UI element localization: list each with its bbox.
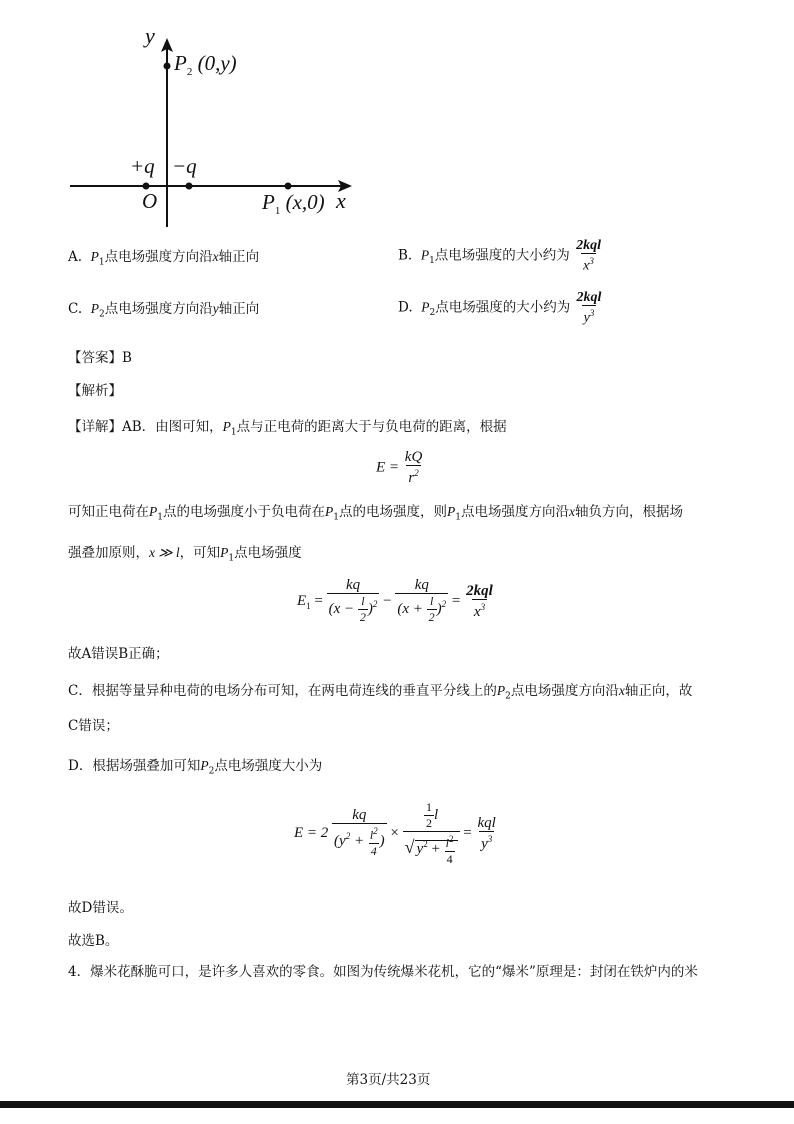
choose-answer: 故选B。 bbox=[68, 933, 119, 949]
detail-line-2: 可知正电荷在$P_1$点的电场强度小于负电荷在$P_1$点的电场强度，则$P_1$点电场强度方向沿x轴负方向，根据场 bbox=[68, 504, 683, 523]
answer-line: 【答案】B bbox=[68, 350, 132, 366]
d-line: D．根据场强叠加可知$P_2$点电场强度大小为 bbox=[68, 758, 323, 777]
option-a[interactable]: A. $P_1$点电场强度方向沿x轴正向 bbox=[68, 249, 260, 268]
p1-label: $P_1$ (x,0) bbox=[262, 190, 325, 218]
page-number: 第3页/共23页 bbox=[346, 1072, 431, 1088]
p1-point bbox=[285, 183, 292, 190]
conclude-ab: 故A错误B正确； bbox=[68, 646, 169, 662]
p2-label: $P_2$ (0,y) bbox=[174, 51, 237, 79]
detail-line-1: 【详解】AB．由图可知，$P_1$点与正电荷的距离大于与负电荷的距离，根据 bbox=[68, 419, 507, 438]
bottom-rule bbox=[0, 1101, 794, 1108]
c-line-2: C错误； bbox=[68, 718, 119, 734]
analysis-label: 【解析】 bbox=[68, 383, 122, 399]
conclude-d: 故D错误。 bbox=[68, 900, 133, 916]
option-b[interactable]: B. $P_1$点电场强度的大小约为 $\frac{\text{2kql}}{x^3}$ bbox=[398, 238, 601, 274]
y-axis-label: y bbox=[145, 23, 155, 48]
equation-coulomb: E = $\frac{kQ}{r^2}$ bbox=[376, 449, 423, 486]
question-4: 4．爆米花酥脆可口，是许多人喜欢的零食。如图为传统爆米花机，它的“爆米”原理是：封闭在铁炉内的米 bbox=[68, 964, 698, 980]
option-d[interactable]: D. $P_2$点电场强度的大小约为 $\frac{\text{2kql}}{y^3}$ bbox=[398, 290, 602, 326]
minus-q-label: −q bbox=[172, 154, 197, 178]
option-d-fraction: $\frac{\text{2kql}}{y^3}$ bbox=[576, 290, 602, 326]
option-c[interactable]: C. $P_2$点电场强度方向沿y轴正向 bbox=[68, 301, 260, 320]
equation-e1: $E_1$ = kq (x − $\frac{l}{2}$ )$^2$ − kq (x + $\frac{l}{2}$ )$^2$ = $\frac{\text{2kql}}{x^3}$ bbox=[297, 577, 493, 624]
origin-label: O bbox=[142, 189, 158, 213]
detail-line-3: 强叠加原则，x ≫ l，可知$P_1$点电场强度 bbox=[68, 545, 302, 564]
minus-charge-point bbox=[186, 183, 193, 190]
plus-q-label: +q bbox=[130, 154, 155, 178]
p2-point bbox=[164, 63, 171, 70]
c-line-1: C．根据等量异种电荷的电场分布可知，在两电荷连线的垂直平分线上的$P_2$点电场强度方向沿x轴正向，故 bbox=[68, 683, 693, 702]
equation-p2: E = 2 kq ($y^2$ + $\frac{l^2}{4}$ ) × $\frac{1}{2}$ l √ $y^2$ + $\frac{l^2}{4}$ = $\frac{\text{kql}}{y^3}$ bbox=[294, 800, 496, 866]
x-axis-label: x bbox=[336, 188, 346, 213]
option-b-fraction: $\frac{\text{2kql}}{x^3}$ bbox=[576, 238, 601, 274]
